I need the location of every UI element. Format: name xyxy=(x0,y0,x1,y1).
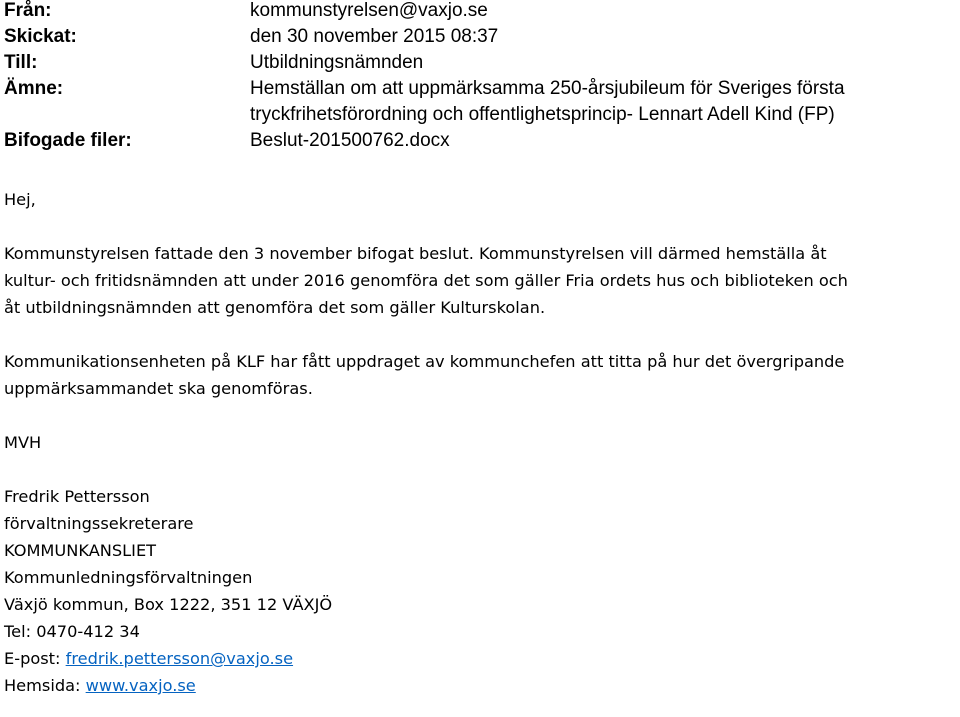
attachment-file[interactable]: Beslut-201500762.docx xyxy=(250,130,450,151)
to-label: Till: xyxy=(4,52,38,73)
email-label: E-post: xyxy=(4,649,66,668)
paragraph-communication-line-1: Kommunikationsenheten på KLF har fått uppdraget av kommunchefen att titta på hur det övergripande xyxy=(4,352,845,371)
signature-department: KOMMUNKANSLIET xyxy=(4,541,157,560)
sent-label: Skickat: xyxy=(4,26,77,47)
email-body xyxy=(4,186,956,699)
signature-name: Fredrik Pettersson xyxy=(4,487,150,506)
paragraph-decision-line-3: åt utbildningsnämnden att genomföra det som gäller Kulturskolan. xyxy=(4,298,546,317)
attachments-label: Bifogade filer: xyxy=(4,130,132,151)
signature-website-row xyxy=(4,672,956,699)
header-row-to xyxy=(4,50,954,76)
greeting: Hej, xyxy=(4,190,36,209)
email-header xyxy=(4,0,954,154)
paragraph-decision-line-2: kultur- och fritidsnämnden att under 2016 genomföra det som gäller Fria ordets hus och biblioteken och xyxy=(4,271,848,290)
subject-line-2: tryckfrihetsförordning och offentlighetsprincip- Lennart Adell Kind (FP) xyxy=(250,104,835,125)
signature-phone: Tel: 0470-412 34 xyxy=(4,622,140,641)
header-row-attachments xyxy=(4,128,954,154)
subject-value xyxy=(250,76,954,128)
header-row-subject xyxy=(4,76,954,128)
header-row-from xyxy=(4,0,954,24)
header-row-sent xyxy=(4,24,954,50)
from-value: kommunstyrelsen@vaxjo.se xyxy=(250,0,488,21)
website-label: Hemsida: xyxy=(4,676,86,695)
to-value: Utbildningsnämnden xyxy=(250,52,424,73)
signature-title: förvaltningssekreterare xyxy=(4,514,194,533)
subject-line-1: Hemställan om att uppmärksamma 250-årsjubileum för Sveriges första xyxy=(250,78,845,99)
signature-email-row xyxy=(4,645,956,672)
website-link[interactable]: www.vaxjo.se xyxy=(85,676,196,695)
paragraph-communication-line-2: uppmärksammandet ska genomföras. xyxy=(4,379,313,398)
paragraph-decision xyxy=(4,240,956,321)
subject-label: Ämne: xyxy=(4,78,64,99)
signature-organization: Kommunledningsförvaltningen xyxy=(4,568,253,587)
sent-value: den 30 november 2015 08:37 xyxy=(250,26,499,47)
paragraph-communication xyxy=(4,348,956,402)
signature xyxy=(4,483,956,699)
paragraph-decision-line-1: Kommunstyrelsen fattade den 3 november bifogat beslut. Kommunstyrelsen vill därmed hemställa åt xyxy=(4,244,827,263)
from-label: Från: xyxy=(4,0,52,21)
closing: MVH xyxy=(4,433,42,452)
email-link[interactable]: fredrik.pettersson@vaxjo.se xyxy=(65,649,294,668)
signature-address: Växjö kommun, Box 1222, 351 12 VÄXJÖ xyxy=(4,595,333,614)
